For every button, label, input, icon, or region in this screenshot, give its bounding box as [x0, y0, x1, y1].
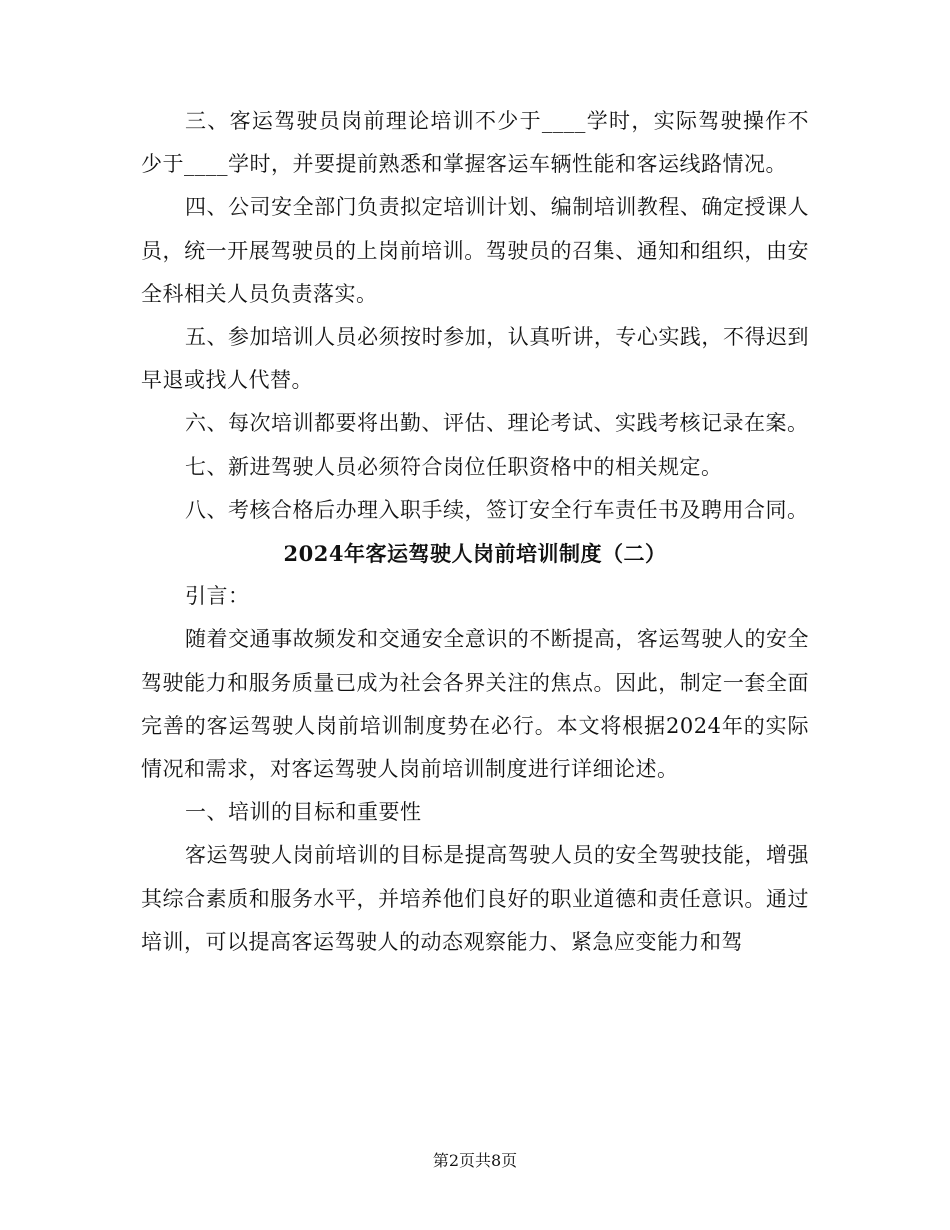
section-title: 2024年客运驾驶人岗前培训制度（二） [283, 541, 667, 567]
paragraph-item-5: 五、参加培训人员必须按时参加，认真听讲，专心实践，不得迟到早退或找人代替。 [141, 325, 809, 393]
paragraph-item-7: 七、新进驾驶人员必须符合岗位任职资格中的相关规定。 [185, 454, 723, 479]
subsection-heading: 一、培训的目标和重要性 [185, 800, 422, 825]
paragraph-item-6: 六、每次培训都要将出勤、评估、理论考试、实践考核记录在案。 [185, 411, 809, 436]
intro-paragraph: 随着交通事故频发和交通安全意识的不断提高，客运驾驶人的安全驾驶能力和服务质量已成为社会各界关注的焦点。因此，制定一套全面完善的客运驾驶人岗前培训制度势在必行。本文将根据2024年的实际情况和需求，对客运驾驶人岗前培训制度进行详细论述。 [141, 627, 809, 782]
intro-label: 引言： [185, 584, 250, 609]
paragraph-item-4: 四、公司安全部门负责拟定培训计划、编制培训教程、确定授课人员，统一开展驾驶员的上岗前培训。驾驶员的召集、通知和组织，由安全科相关人员负责落实。 [141, 195, 809, 306]
paragraph-item-8: 八、考核合格后办理入职手续，签订安全行车责任书及聘用合同。 [185, 497, 809, 522]
document-body [141, 100, 809, 964]
page-number: 第2页共8页 [432, 1151, 518, 1170]
body-paragraph: 客运驾驶人岗前培训的目标是提高驾驶人员的安全驾驶技能，增强其综合素质和服务水平，并培养他们良好的职业道德和责任意识。通过培训，可以提高客运驾驶人的动态观察能力、紧急应变能力和驾 [141, 843, 809, 954]
paragraph-item-3: 三、客运驾驶员岗前理论培训不少于____学时，实际驾驶操作不少于____学时，并要提前熟悉和掌握客运车辆性能和客运线路情况。 [141, 109, 809, 177]
